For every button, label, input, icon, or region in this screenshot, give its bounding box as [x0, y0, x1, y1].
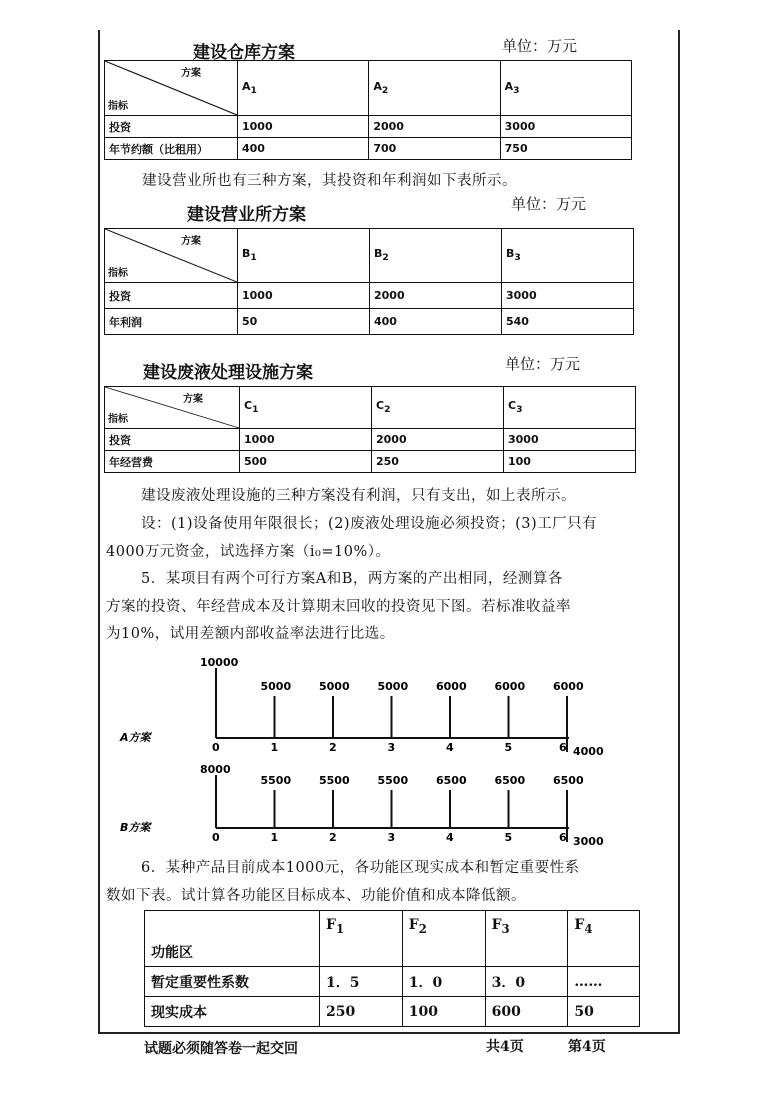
corner-scheme: 方案: [183, 394, 203, 405]
table-cell: 400: [238, 138, 369, 160]
header-f4: $F_4$: [568, 911, 640, 967]
sales-title: 建设营业所方案: [187, 205, 306, 225]
question-5-line1: 5．某项目有两个可行方案A和B，两方案的产出相同，经测算各: [141, 571, 563, 587]
table-cell: 100: [402, 997, 485, 1027]
table-cell: 250: [320, 997, 403, 1027]
tick-label: 6: [559, 831, 567, 844]
tick-label: 3: [387, 831, 396, 844]
table-cell: 1000: [240, 429, 372, 451]
waste-unit: 单位：万元: [505, 355, 581, 373]
cashflow-diagram-b: [100, 760, 660, 856]
table-cell: 540: [502, 309, 634, 335]
header-b2: $B_2$: [370, 229, 502, 283]
tick-label: 0: [212, 741, 220, 754]
corner-scheme: 方案: [181, 68, 201, 79]
tick-label: 6: [559, 741, 567, 754]
sales-intro: 建设营业所也有三种方案，其投资和年利润如下表所示。: [142, 173, 517, 189]
table-cell: 1．0: [402, 967, 485, 997]
waste-title: 建设废液处理设施方案: [143, 363, 313, 383]
warehouse-unit: 单位：万元: [502, 37, 578, 55]
footer-page-number: 第4页: [568, 1039, 606, 1055]
question-5-line2: 方案的投资、年经营成本及计算期末回收的投资见下图。若标准收益率: [106, 599, 571, 615]
cashflow-label: 6500: [553, 774, 584, 787]
table-cell: 1000: [238, 283, 370, 309]
table-cell: 3000: [502, 283, 634, 309]
table-cell: 50: [568, 997, 640, 1027]
row-label: 投资: [105, 283, 238, 309]
tick-label: 4: [446, 831, 454, 844]
table-cell: 250: [372, 451, 504, 473]
header-c3: $C_3$: [504, 387, 636, 429]
cashflow-label: 6000: [553, 680, 584, 693]
warehouse-title: 建设仓库方案: [193, 43, 295, 63]
tick-label: 2: [329, 831, 337, 844]
tick-label: 3: [387, 741, 396, 754]
table-cell: 2000: [370, 283, 502, 309]
row-label: 现实成本: [145, 997, 320, 1027]
table-cell: 3．0: [485, 967, 568, 997]
header-a2: $A_2$: [369, 61, 500, 116]
header-a1: $A_1$: [238, 61, 369, 116]
table-cell: ……: [568, 967, 640, 997]
footer-note: 试题必须随答卷一起交回: [144, 1041, 298, 1057]
question-6-line1: 6．某种产品目前成本1000元，各功能区现实成本和暂定重要性系: [141, 860, 580, 876]
header-f1: $F_1$: [320, 911, 403, 967]
table-cell: 700: [369, 138, 500, 160]
corner-index: 指标: [108, 101, 128, 112]
table-cell: 1000: [238, 116, 369, 138]
cashflow-label: 5000: [377, 680, 409, 693]
tick-label: 4: [446, 741, 454, 754]
cashflow-label: 6000: [494, 680, 526, 693]
function-corner: 功能区: [145, 911, 320, 967]
header-a3: $A_3$: [500, 61, 631, 116]
row-label: 暂定重要性系数: [145, 967, 320, 997]
tick-label: 5: [504, 831, 513, 844]
cashflow-label: 5500: [377, 774, 409, 787]
table-cell: 3000: [500, 116, 631, 138]
corner-index: 指标: [108, 268, 128, 279]
tick-label: 0: [212, 831, 220, 844]
row-label: 年利润: [105, 309, 238, 335]
warehouse-table: [104, 60, 632, 160]
table-cell: 500: [240, 451, 372, 473]
warehouse-corner: [105, 61, 238, 116]
para-waste-note: 建设废液处理设施的三种方案没有利润，只有支出，如上表所示。: [141, 488, 576, 504]
question-5-line3: 为10%，试用差额内部收益率法进行比选。: [106, 626, 395, 642]
row-label: 年经营费: [105, 451, 240, 473]
scheme-label: B方案: [120, 821, 151, 834]
cashflow-label: 5500: [319, 774, 350, 787]
cashflow-label: 5500: [260, 774, 292, 787]
sales-corner: [105, 229, 238, 283]
table-cell: 2000: [372, 429, 504, 451]
para-assumptions: 设：(1)设备使用年限很长；(2)废液处理设施必须投资；(3)工厂只有: [141, 516, 598, 532]
table-cell: 2000: [369, 116, 500, 138]
cashflow-label: 6500: [436, 774, 467, 787]
investment-label: 8000: [200, 763, 231, 776]
row-label: 投资: [105, 429, 240, 451]
sales-table: [104, 228, 634, 335]
header-c2: $C_2$: [372, 387, 504, 429]
cashflow-label: 5000: [260, 680, 292, 693]
row-label: 投资: [105, 116, 238, 138]
table-cell: 100: [504, 451, 636, 473]
waste-table: [104, 386, 636, 473]
header-b1: $B_1$: [238, 229, 370, 283]
header-f2: $F_2$: [402, 911, 485, 967]
table-cell: 400: [370, 309, 502, 335]
waste-corner: [105, 387, 240, 429]
tick-label: 2: [329, 741, 337, 754]
salvage-label: 3000: [573, 835, 604, 848]
investment-label: 10000: [200, 656, 239, 669]
table-cell: 50: [238, 309, 370, 335]
row-label: 年节约额（比租用）: [105, 138, 238, 160]
tick-label: 1: [270, 741, 279, 754]
cashflow-diagram-a: [100, 650, 660, 760]
tick-label: 5: [504, 741, 513, 754]
table-cell: 600: [485, 997, 568, 1027]
table-cell: 750: [500, 138, 631, 160]
sales-unit: 单位：万元: [511, 195, 587, 213]
salvage-label: 4000: [573, 745, 604, 758]
scheme-label: A方案: [120, 731, 151, 744]
footer-total-pages: 共4页: [486, 1039, 524, 1055]
cashflow-label: 5000: [319, 680, 350, 693]
cashflow-label: 6000: [436, 680, 467, 693]
question-6-line2: 数如下表。试计算各功能区目标成本、功能价值和成本降低额。: [106, 888, 526, 904]
corner-scheme: 方案: [181, 236, 201, 247]
header-b3: $B_3$: [502, 229, 634, 283]
header-f3: $F_3$: [485, 911, 568, 967]
para-budget: 4000万元资金，试选择方案（i₀=10%）。: [106, 544, 391, 560]
corner-index: 指标: [108, 414, 128, 425]
cashflow-label: 6500: [494, 774, 526, 787]
header-c1: $C_1$: [240, 387, 372, 429]
table-cell: 1．5: [320, 967, 403, 997]
tick-label: 1: [270, 831, 279, 844]
function-table: [144, 910, 640, 1027]
table-cell: 3000: [504, 429, 636, 451]
